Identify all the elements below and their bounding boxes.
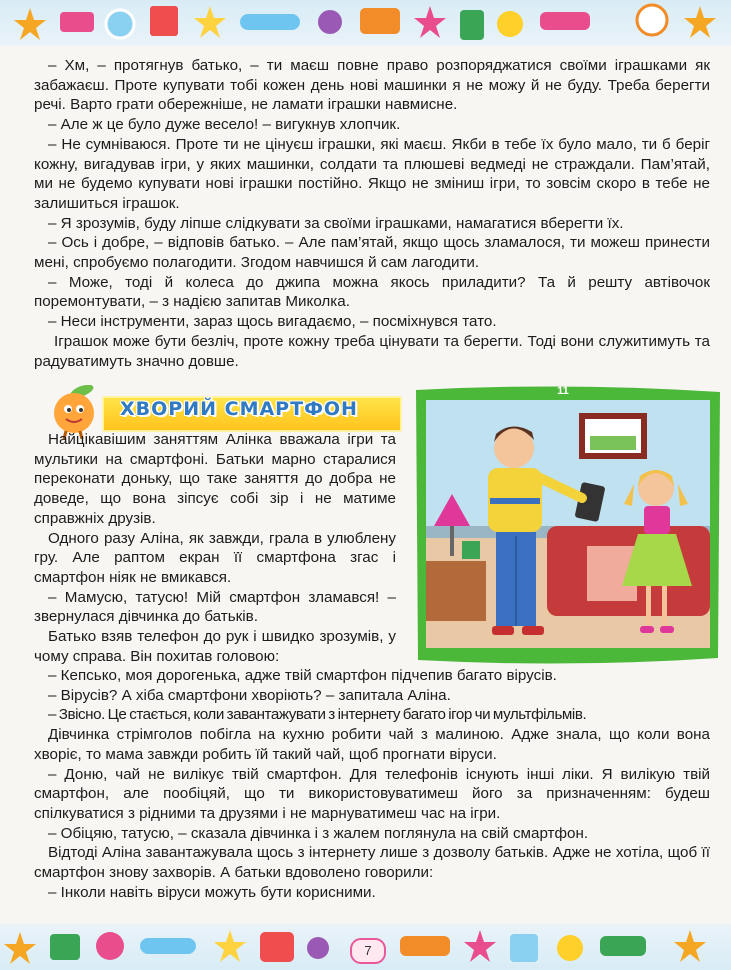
decorative-top-border (0, 0, 731, 46)
story-one-text (34, 56, 710, 371)
story-illustration (412, 386, 724, 666)
story-two-full-text (34, 666, 710, 902)
section-title-text: ХВОРИЙ СМАРТФОН (120, 398, 358, 420)
page-number: 7 (350, 938, 386, 964)
paragraph: – Хм, – протягнув батько, – ти маєш повне право розпоряджатися своїми іграшками як забажаєш. Проте купувати тобі кожен день нові машинки я не можу й не буду. Треба берегти речі. Варто грати обережніше, не ламати іграшки навмисне. (34, 57, 710, 114)
paragraph: – Звісно. Це стається, коли завантажувати з інтернету багато ігор чи мультфільмів. (48, 706, 587, 724)
paragraph: – Кепсько, моя дорогенька, адже твій смартфон підчепив багато вірусів. (48, 667, 557, 684)
paragraph: – Але ж це було дуже весело! – вигукнув хлопчик. (48, 116, 401, 134)
paragraph: – Не сумніваюся. Проте ти не цінуєш іграшки, які маєш. Якби в тебе їх було мало, ти б беріг кожну, вигадував ігри, у яких машинки, солдати та плюшеві ведмеді не страждали. Пам’ятай, ми не будемо купувати нові іграшки постійно. Якщо не зміниш ігри, то зовсім скоро в тебе не залишиться іграшок. (34, 135, 710, 212)
father-daughter-smartphone-illustration (412, 386, 724, 666)
paragraph: – Мамусю, татусю! Мій смартфон зламався! – звернулася дівчинка до батьків. (34, 588, 396, 626)
toy-pattern-icon (0, 0, 731, 46)
paragraph: Батько взяв телефон до рук і швидко зрозумів, у чому справа. Він похитав головою: (34, 628, 396, 665)
paragraph: Іграшок може бути безліч, проте кожну треба цінувати та берегти. Тоді вони служитимуть та радуватимуть значно довше. (34, 332, 710, 370)
paragraph: – Неси інструменти, зараз щось вигадаємо, – посміхнувся тато. (48, 313, 497, 331)
story-two-column-text (34, 430, 396, 666)
paragraph: – Я зрозумів, буду ліпше слідкувати за своїми іграшками, намагатися вберегти їх. (48, 214, 624, 232)
paragraph: – Обіцяю, татусю, – сказала дівчинка і з жалем поглянула на свій смартфон. (48, 824, 589, 842)
illustration-number: 11 (557, 386, 569, 397)
paragraph: – Ось і добре, – відповів батько. – Але пам’ятай, якщо щось зламалося, ти можеш принести мені, спробуємо полагодити. Згодом навчишся й сам лагодити. (34, 234, 710, 272)
paragraph: – Вірусів? А хіба смартфони хворіють? – запитала Аліна. (48, 686, 451, 704)
paragraph: – Інколи навіть віруси можуть бути корисними. (48, 883, 376, 901)
paragraph: – Може, тоді й колеса до джипа можна якось приладити? Та й решту автівочок поремонтувати, – з надією запитав Миколка. (34, 273, 710, 311)
paragraph: Одного разу Аліна, як завжди, грала в улюблену гру. Але раптом екран її смартфона згас і смартфон ніяк не вмикався. (34, 529, 396, 586)
paragraph: Дівчинка стрімголов побігла на кухню робити чай з малиною. Адже знала, що коли вона хворіє, то мама завжди робить їй такий чай, щоб прогнати віруси. (34, 726, 710, 763)
paragraph: Найцікавішим заняттям Алінка вважала ігри та мультики на смартфоні. Батьки марно старалися переконати доньку, що таке заняття до добра не доведе, що вона зіпсує собі зір і не матиме справжніх друзів. (34, 431, 396, 527)
paragraph: – Доню, чай не вилікує твій смартфон. Для телефонів існують інші ліки. Я вилікую твій смартфон, але пообіцяй, що ти використовуватимеш його за призначенням: будеш спілкуватися з рідними та друзями і не марнуватимеш час на ігри. (34, 765, 710, 822)
paragraph: Відтоді Аліна завантажувала щось з інтернету лише з дозволу батьків. Адже не хотіла, щоб її смартфон знову захворів. А батьки вдоволено говорили: (34, 844, 710, 882)
